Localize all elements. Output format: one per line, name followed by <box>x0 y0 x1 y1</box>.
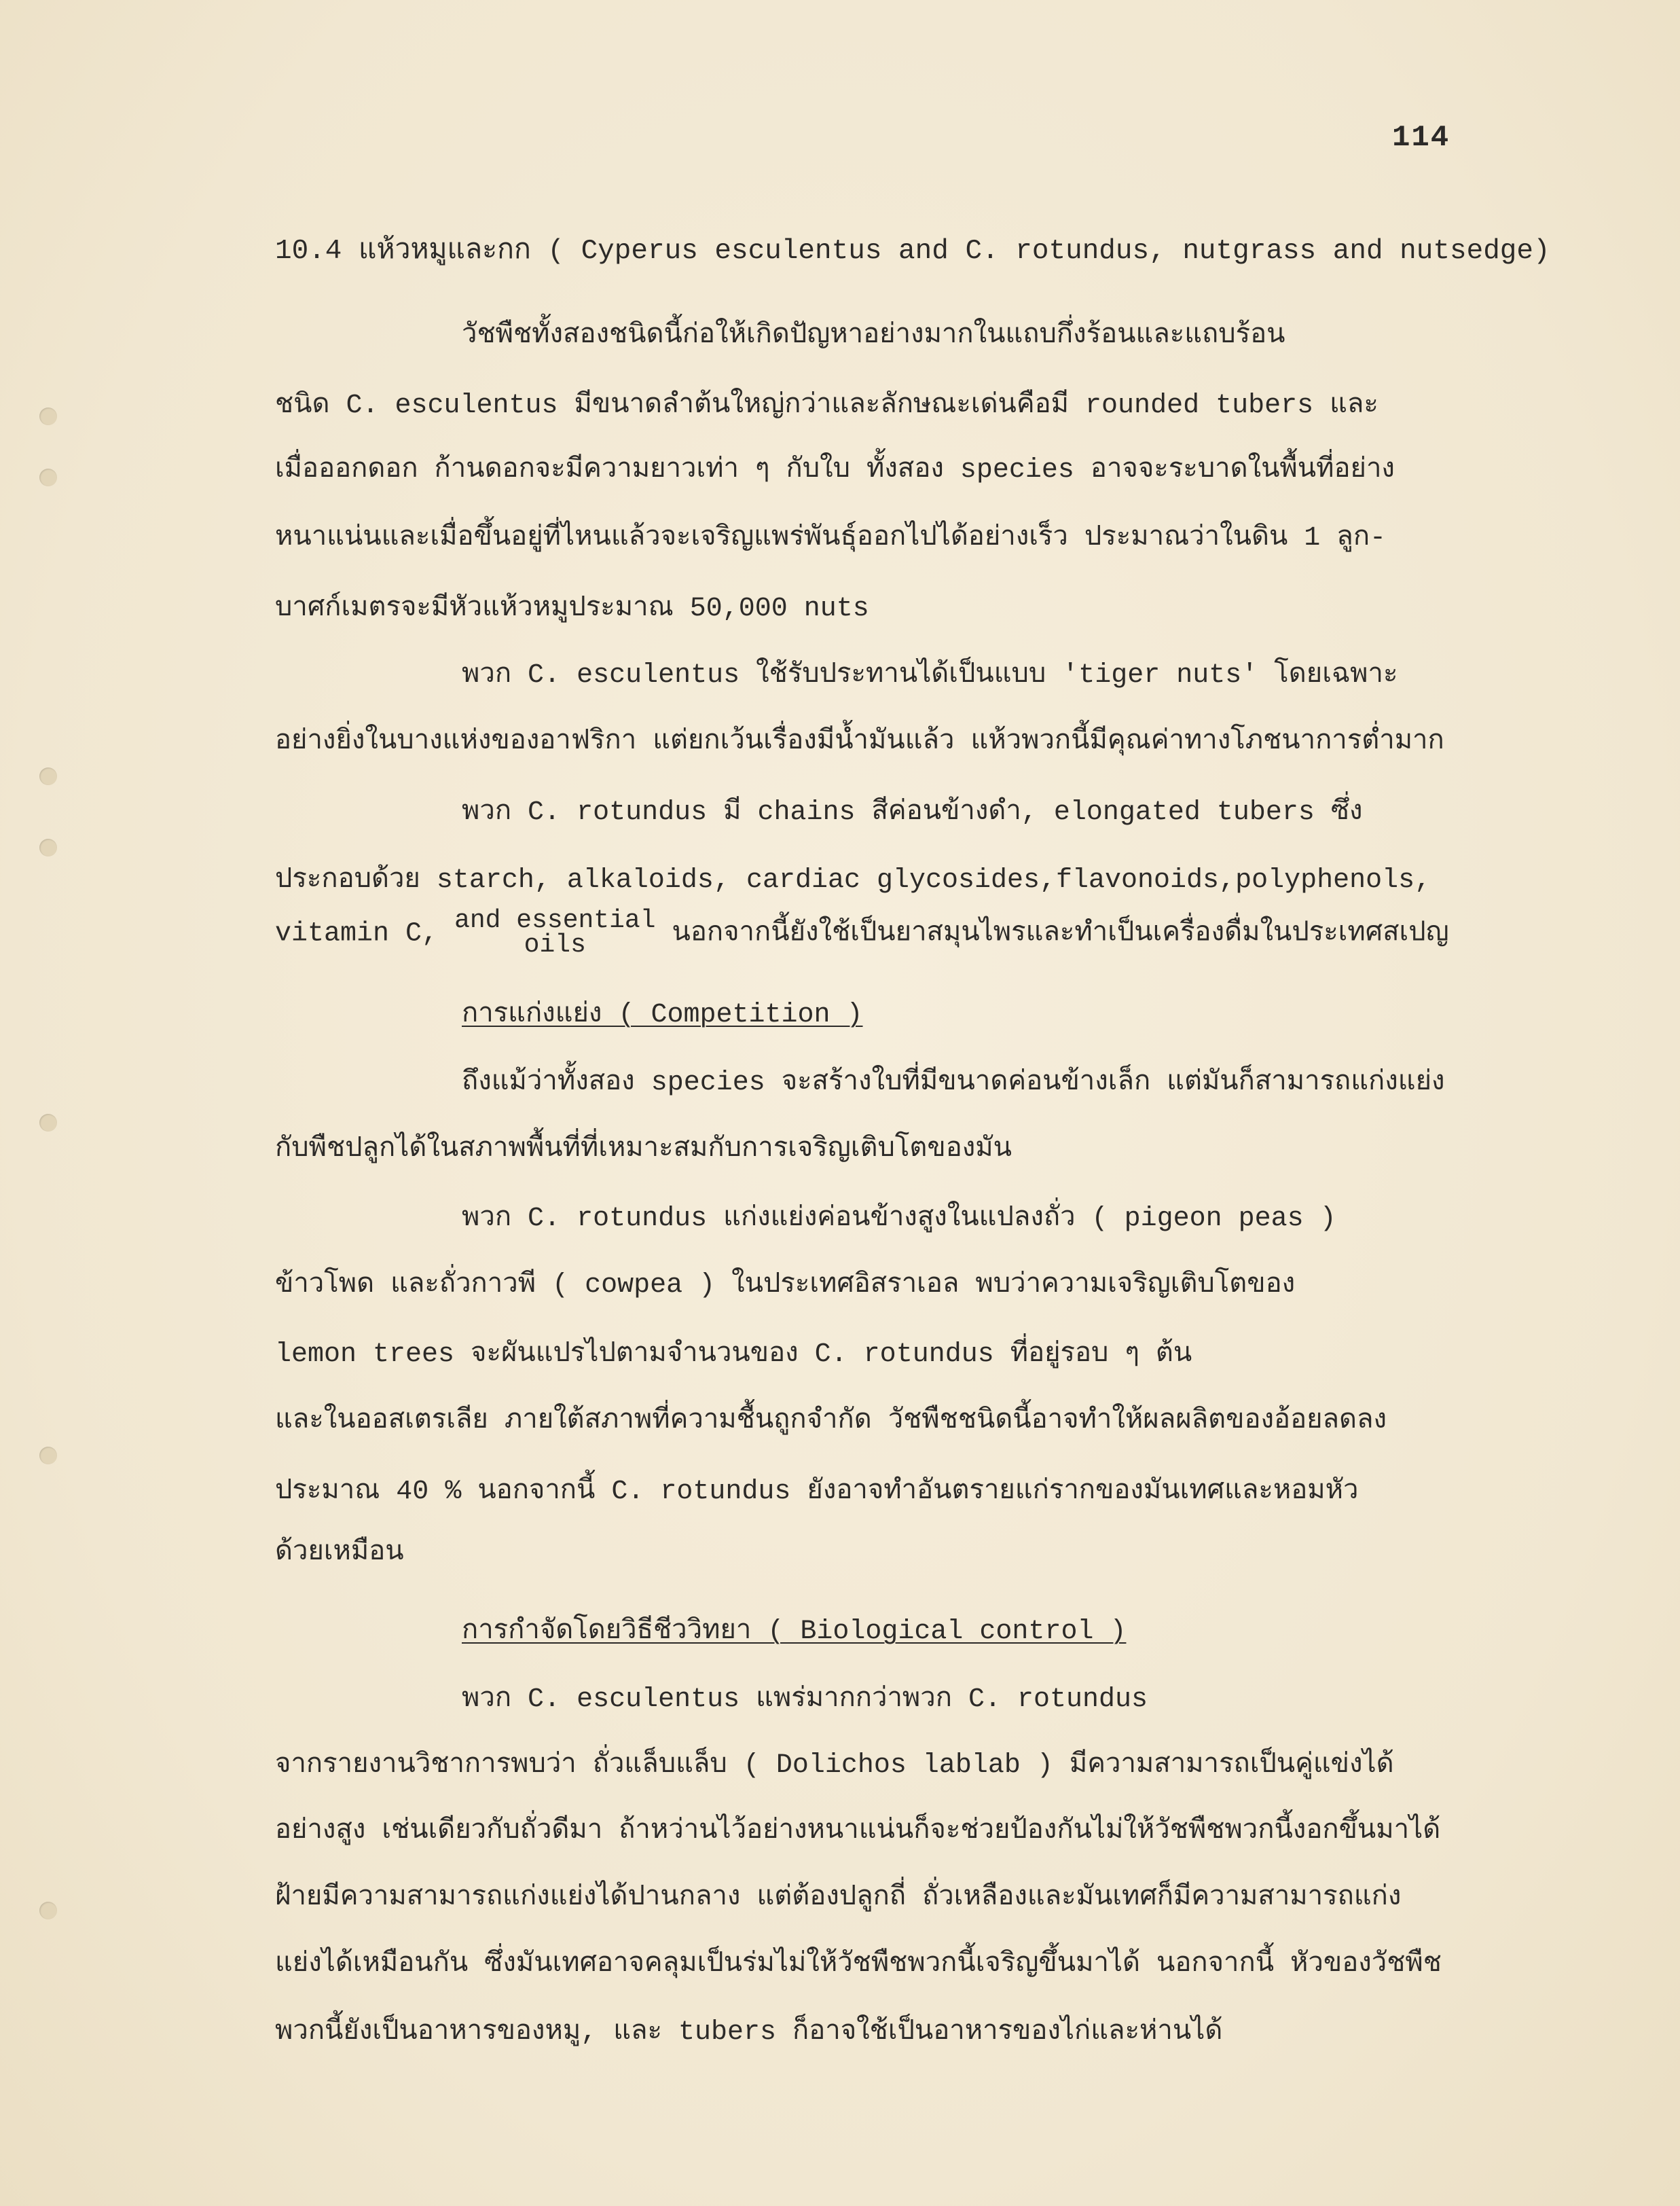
text-line <box>275 906 1449 960</box>
text-line: พวก C. rotundus แก่งแย่งค่อนข้างสูงในแปลงถั่ว ( pigeon peas ) <box>462 1204 1336 1234</box>
text-line: ฝ้ายมีความสามารถแก่งแย่งได้ปานกลาง แต่ต้องปลูกถี่ ถั่วเหลืองและมันเทศก็มีความสามารถแก่ง <box>275 1883 1402 1913</box>
text-fragment: oils <box>524 930 586 960</box>
text-line: เมื่อออกดอก ก้านดอกจะมีความยาวเท่า ๆ กับใบ ทั้งสอง species อาจจะระบาดในพื้นที่อย่าง <box>275 455 1395 486</box>
binder-hole <box>39 839 57 856</box>
section-heading: 10.4 แห้วหมูและกก ( Cyperus esculentus and C. rotundus, nutgrass and nutsedge) <box>275 236 1550 267</box>
binder-hole <box>39 408 57 425</box>
page-number: 114 <box>1392 121 1450 155</box>
subheading-competition: การแก่งแย่ง ( Competition ) <box>462 1000 863 1030</box>
text-line: lemon trees จะผันแปรไปตามจำนวนของ C. rotundus ที่อยู่รอบ ๆ ต้น <box>275 1339 1192 1370</box>
binder-hole <box>39 1902 57 1919</box>
text-fragment: นอกจากนี้ยังใช้เป็นยาสมุนไพรและทำเป็นเครื่องดื่มในประเทศสเปญ <box>672 918 1449 950</box>
text-line: พวก C. esculentus แพร่มากกว่าพวก C. rotundus <box>462 1684 1148 1715</box>
text-line: วัชพืชทั้งสองชนิดนี้ก่อให้เกิดปัญหาอย่างมากในแถบกึ่งร้อนและแถบร้อน <box>462 321 1285 351</box>
text-line: อย่างสูง เช่นเดียวกับถั่วดีมา ถ้าหว่านไว้อย่างหนาแน่นก็จะช่วยป้องกันไม่ให้วัชพืชพวกนี้งอกขึ้นมาได้ <box>275 1816 1441 1847</box>
binder-hole <box>39 1447 57 1464</box>
text-line: อย่างยิ่งในบางแห่งของอาฟริกา แต่ยกเว้นเรื่องมีน้ำมันแล้ว แห้วพวกนี้มีคุณค่าทางโภชนาการต่ำมาก <box>275 727 1444 757</box>
text-line: ถึงแม้ว่าทั้งสอง species จะสร้างใบที่มีขนาดค่อนข้างเล็ก แต่มันก็สามารถแก่งแย่ง <box>462 1068 1445 1098</box>
text-line: ข้าวโพด และถั่วกาวพี ( cowpea ) ในประเทศอิสราเอล พบว่าความเจริญเติบโตของ <box>275 1270 1296 1301</box>
binder-hole <box>39 767 57 785</box>
text-fragment: vitamin C, <box>275 918 439 950</box>
text-line: กับพืชปลูกได้ในสภาพพื้นที่ที่เหมาะสมกับการเจริญเติบโตของมัน <box>275 1134 1012 1165</box>
binder-hole <box>39 469 57 486</box>
text-line: ประกอบด้วย starch, alkaloids, cardiac glycosides,flavonoids,polyphenols, <box>275 865 1431 896</box>
stacked-text <box>454 906 656 960</box>
text-line: พวกนี้ยังเป็นอาหารของหมู, และ tubers ก็อาจใช้เป็นอาหารของไก่และห่านได้ <box>275 2017 1223 2048</box>
text-line: พวก C. esculentus ใช้รับประทานได้เป็นแบบ 'tiger nuts' โดยเฉพาะ <box>462 660 1398 691</box>
text-line: ด้วยเหมือน <box>275 1538 404 1568</box>
subheading-biological-control: การกำจัดโดยวิธีชีววิทยา ( Biological control ) <box>462 1616 1127 1647</box>
text-fragment: and essential <box>454 906 656 935</box>
text-line: จากรายงานวิชาการพบว่า ถั่วแล็บแล็บ ( Dolichos lablab ) มีความสามารถเป็นคู่แข่งได้ <box>275 1750 1394 1781</box>
text-line: และในออสเตรเลีย ภายใต้สภาพที่ความชื้นถูกจำกัด วัชพืชชนิดนี้อาจทำให้ผลผลิตของอ้อยลดลง <box>275 1406 1387 1436</box>
text-line: หนาแน่นและเมื่อขึ้นอยู่ที่ไหนแล้วจะเจริญแพร่พันธุ์ออกไปได้อย่างเร็ว ประมาณว่าในดิน 1 ลูก- <box>275 523 1387 554</box>
text-line: แย่งได้เหมือนกัน ซึ่งมันเทศอาจคลุมเป็นร่มไม่ให้วัชพืชพวกนี้เจริญขึ้นมาได้ นอกจากนี้ หัวของวัชพืช <box>275 1949 1442 1980</box>
text-line: บาศก์เมตรจะมีหัวแห้วหมูประมาณ 50,000 nuts <box>275 594 869 624</box>
text-line: ชนิด C. esculentus มีขนาดลำต้นใหญ่กว่าและลักษณะเด่นคือมี rounded tubers และ <box>275 391 1378 421</box>
text-line: ประมาณ 40 % นอกจากนี้ C. rotundus ยังอาจทำอันตรายแก่รากของมันเทศและหอมหัว <box>275 1477 1359 1507</box>
text-line: พวก C. rotundus มี chains สีค่อนข้างดำ, elongated tubers ซึ่ง <box>462 797 1363 828</box>
binder-hole <box>39 1114 57 1132</box>
